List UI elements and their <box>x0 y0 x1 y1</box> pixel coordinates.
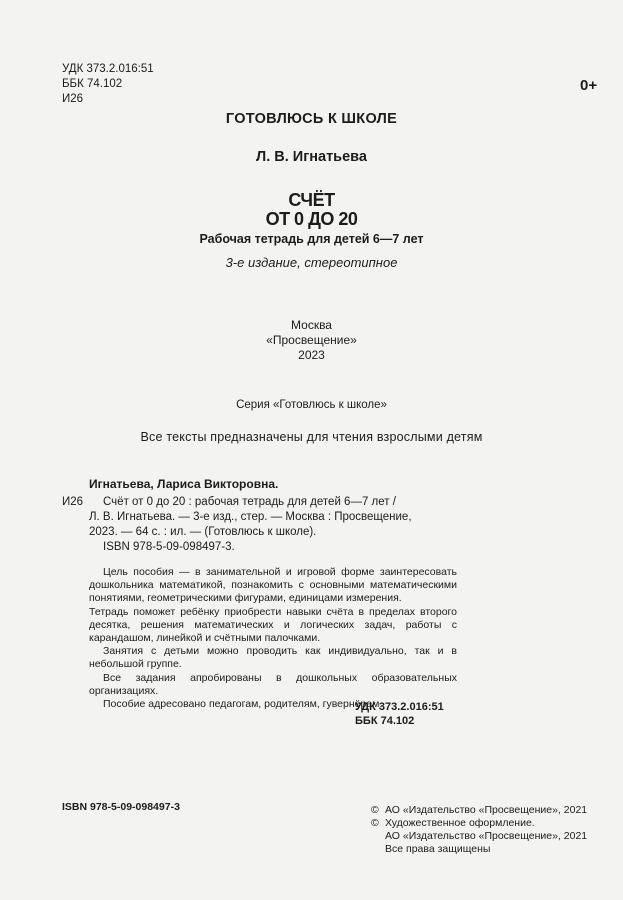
bbk-bottom: ББК 74.102 <box>355 715 415 727</box>
abstract-paragraph: Тетрадь поможет ребёнку приобрести навыки счёта в пределах второго десятка, решения математических и логических задач, работы с карандашом, линейкой и счётными палочками. <box>89 605 457 645</box>
udk-top: УДК 373.2.016:51 <box>62 63 154 75</box>
catalog-code: И26 <box>62 496 84 508</box>
bbk-top: ББК 74.102 <box>62 78 123 90</box>
udk-bottom: УДК 373.2.016:51 <box>355 701 444 713</box>
abstract-paragraph: Пособие адресовано педагогам, родителям, гувернёрам. <box>103 698 383 711</box>
publisher-name: «Просвещение» <box>266 333 357 347</box>
abstract-paragraph: Все задания апробированы в дошкольных образовательных организациях. <box>89 671 457 697</box>
copyright-line: АО «Издательство «Просвещение», 2021 <box>385 830 588 842</box>
copyright-symbol: © <box>371 804 379 816</box>
abstract-paragraph: Занятия с детьми можно проводить как индивидуально, так и в небольшой группе. <box>89 645 457 671</box>
copyright-block <box>371 804 587 856</box>
adults-note: Все тексты предназначены для чтения взрослыми детям <box>140 430 483 444</box>
catalog-code-top: И26 <box>62 93 84 105</box>
book-title-line2: ОТ 0 ДО 20 <box>265 209 358 229</box>
abstract <box>89 566 457 711</box>
age-rating: 0+ <box>580 77 598 94</box>
book-subtitle: Рабочая тетрадь для детей 6—7 лет <box>199 232 424 246</box>
classification-bottom <box>355 700 444 728</box>
series-line: Серия «Готовлюсь к школе» <box>236 399 387 411</box>
copyright-line: Все права защищены <box>385 843 491 855</box>
catalog-line: 2023. — 64 с. : ил. — (Готовлюсь к школе). <box>89 526 317 538</box>
catalog-line: Счёт от 0 до 20 : рабочая тетрадь для детей 6—7 лет / <box>103 496 396 508</box>
copyright-line: Художественное оформление. <box>385 817 535 829</box>
edition-note: 3-е издание, стереотипное <box>225 255 398 270</box>
abstract-paragraph: Цель пособия — в занимательной и игровой форме заинтересовать дошкольника математикой, познакомить с основными математическими понятиями, геометрическими фигурами, единицами измерения. <box>89 566 457 605</box>
publisher-city: Москва <box>291 318 332 332</box>
catalog-author: Игнатьева, Лариса Викторовна. <box>89 477 279 491</box>
catalog-record <box>89 495 471 555</box>
publisher-year: 2023 <box>298 348 325 362</box>
isbn: ISBN 978-5-09-098497-3 <box>62 801 180 813</box>
copyright-line: АО «Издательство «Просвещение», 2021 <box>385 804 588 816</box>
copyright-symbol: © <box>371 817 379 829</box>
catalog-line: Л. В. Игнатьева. — 3-е изд., стер. — Москва : Просвещение, <box>89 511 412 523</box>
series-title: ГОТОВЛЮСЬ К ШКОЛЕ <box>225 111 398 127</box>
author-name: Л. В. Игнатьева <box>256 149 367 165</box>
catalog-isbn: ISBN 978-5-09-098497-3. <box>103 541 235 553</box>
book-title-line1: СЧЁТ <box>288 190 335 210</box>
